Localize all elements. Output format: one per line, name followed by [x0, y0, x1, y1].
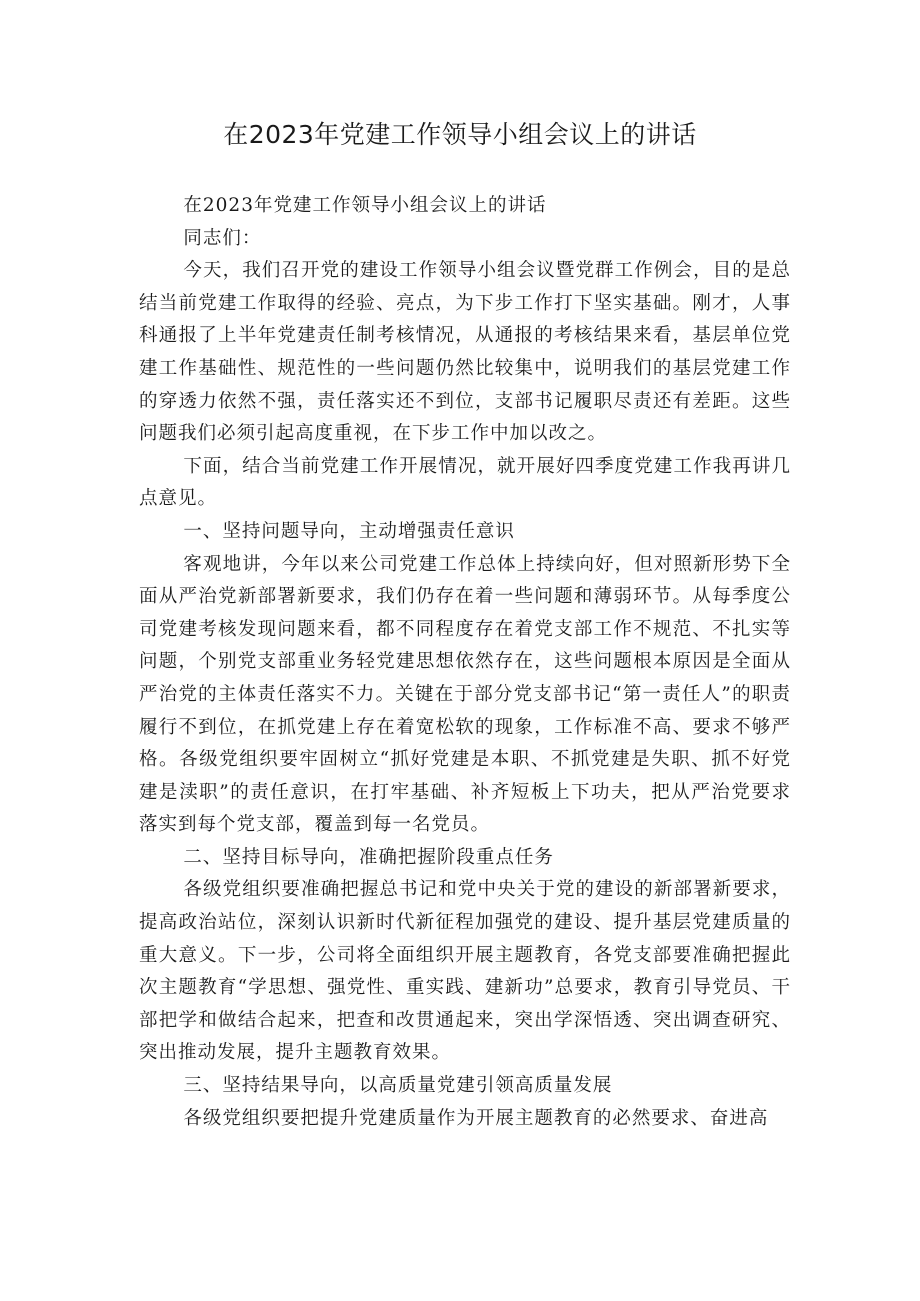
- paragraph-intro: 今天，我们召开党的建设工作领导小组会议暨党群工作例会，目的是总结当前党建工作取得的经验、亮点，为下步工作打下坚实基础。刚才，人事科通报了上半年党建责任制考核情况，从通报的考核结果来看，基层单位党建工作基础性、规范性的一些问题仍然比较集中，说明我们的基层党建工作的穿透力依然不强，责任落实还不到位，支部书记履职尽责还有差距。这些问题我们必须引起高度重视，在下步工作中加以改之。: [139, 260, 791, 445]
- section-heading-2: 二、坚持目标导向，准确把握阶段重点任务: [183, 846, 554, 868]
- paragraph-transition: 下面，结合当前党建工作开展情况，就开展好四季度党建工作我再讲几点意见。: [139, 455, 791, 510]
- paragraph-section-2: 各级党组织要准确把握总书记和党中央关于党的建设的新部署新要求，提高政治站位，深刻认识新时代新征程加强党的建设、提升基层党建质量的重大意义。下一步，公司将全面组织开展主题教育，各党支部要准确把握此次主题教育“学思想、强党性、重实践、建新功”总要求，教育引导党员、干部把学和做结合起来，把查和改贯通起来，突出学深悟透、突出调查研究、突出推动发展，提升主题教育效果。: [139, 879, 791, 1064]
- section-heading-3: 三、坚持结果导向，以高质量党建引领高质量发展: [183, 1075, 613, 1097]
- document-title: 在2023年党建工作领导小组会议上的讲话: [223, 120, 697, 149]
- document-body: [139, 190, 791, 1135]
- paragraph-section-1: 客观地讲，今年以来公司党建工作总体上持续向好，但对照新形势下全面从严治党新部署新要求，我们仍存在着一些问题和薄弱环节。从每季度公司党建考核发现问题来看，都不同程度存在着党支部工作不规范、不扎实等问题，个别党支部重业务轻党建思想依然存在，这些问题根本原因是全面从严治党的主体责任落实不力。关键在于部分党支部书记“第一责任人”的职责履行不到位，在抓党建上存在着宽松软的现象，工作标准不高、要求不够严格。各级党组织要牢固树立“抓好党建是本职、不抓党建是失职、抓不好党建是渎职”的责任意识，在打牢基础、补齐短板上下功夫，把从严治党要求落实到每个党支部，覆盖到每一名党员。: [139, 553, 791, 836]
- body-subtitle: 在2023年党建工作领导小组会议上的讲话: [183, 195, 547, 216]
- salutation: 同志们：: [183, 227, 262, 249]
- section-heading-1: 一、坚持问题导向，主动增强责任意识: [183, 520, 515, 542]
- paragraph-section-3: 各级党组织要把提升党建质量作为开展主题教育的必然要求、奋进高: [183, 1107, 769, 1129]
